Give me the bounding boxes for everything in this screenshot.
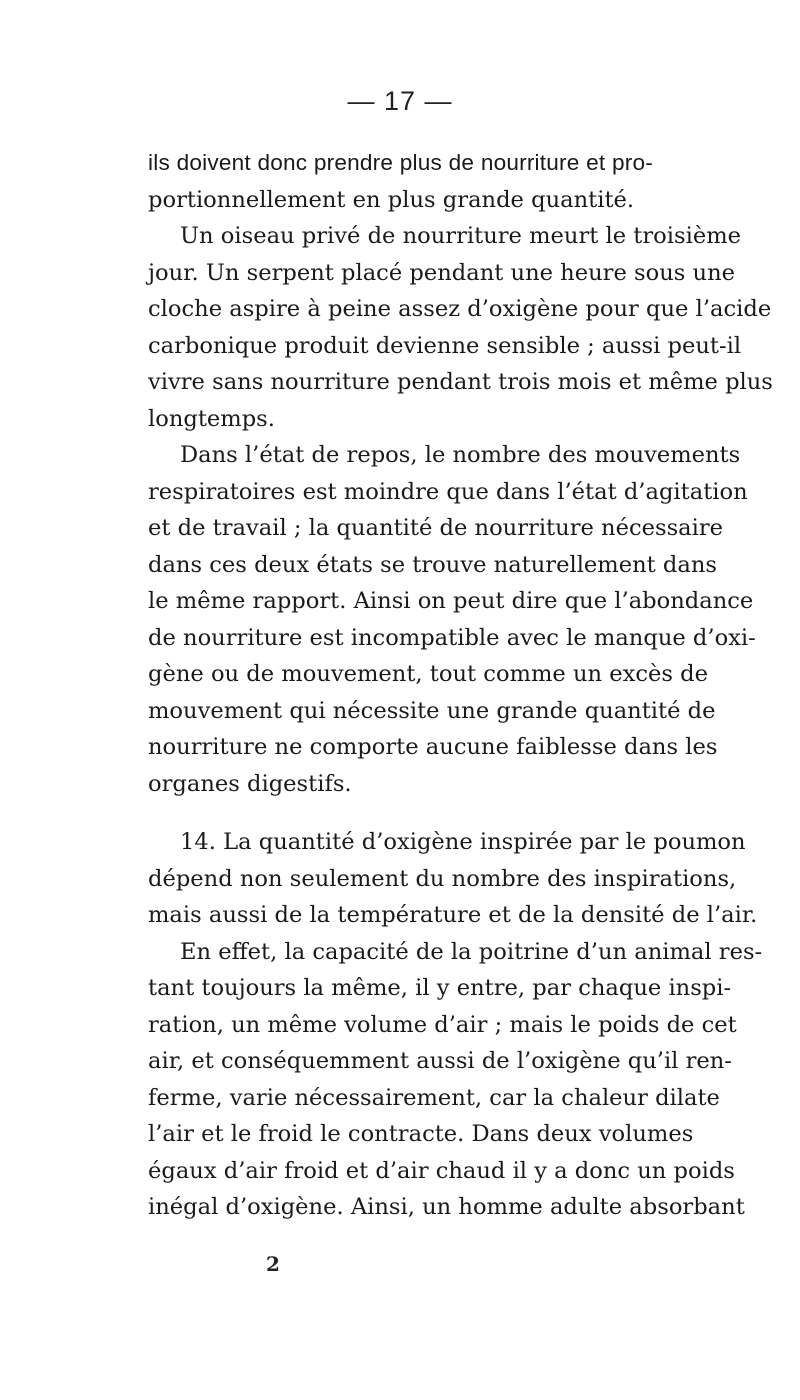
body-text: [148, 145, 773, 1226]
text-line: tant toujours la même, il y entre, par chaque inspi-: [148, 975, 732, 1001]
paragraph-5: [148, 934, 763, 1226]
text-line: portionnellement en plus grande quantité.: [148, 186, 635, 213]
text-line: Dans l’état de repos, le nombre des mouvements: [180, 442, 741, 468]
signature-mark: 2: [266, 1252, 280, 1276]
text-line: ferme, varie nécessairement, car la chaleur dilate: [148, 1084, 720, 1111]
text-line: ils doivent donc prendre plus de nourriture et pro-: [148, 150, 653, 175]
page-number-header: — 17 —: [347, 86, 453, 116]
text-line: 14. La quantité d’oxigène inspirée par le poumon: [180, 829, 746, 855]
paragraph-3: [148, 437, 756, 802]
text-line: carbonique produit devienne sensible ; aussi peut-il: [148, 332, 742, 359]
text-line: vivre sans nourriture pendant trois mois et même plus: [148, 369, 773, 395]
text-line: longtemps.: [148, 405, 275, 432]
text-line: air, et conséquemment aussi de l’oxigène qu’il ren-: [148, 1048, 732, 1074]
text-line: mouvement qui nécessite une grande quantité de: [148, 697, 716, 724]
text-line: de nourriture est incompatible avec le manque d’oxi-: [148, 624, 756, 651]
text-line: dépend non seulement du nombre des inspirations,: [148, 865, 737, 892]
text-line: nourriture ne comporte aucune faiblesse dans les: [148, 734, 718, 760]
text-line: ration, un même volume d’air ; mais le poids de cet: [148, 1011, 737, 1038]
text-line: et de travail ; la quantité de nourriture nécessaire: [148, 515, 724, 541]
paragraph-4: [148, 824, 758, 934]
text-line: organes digestifs.: [148, 770, 352, 797]
text-line: jour. Un serpent placé pendant une heure sous une: [148, 259, 736, 286]
section-spacer: [148, 802, 653, 824]
text-line: gène ou de mouvement, tout comme un excès de: [148, 661, 708, 687]
text-line: cloche aspire à peine assez d’oxigène pour que l’acide: [148, 296, 772, 322]
paragraph-2: [148, 218, 773, 437]
text-line: mais aussi de la température et de la densité de l’air.: [148, 902, 758, 928]
text-line: En effet, la capacité de la poitrine d’un animal res-: [180, 938, 763, 965]
text-line: respiratoires est moindre que dans l’état d’agitation: [148, 478, 748, 505]
text-line: égaux d’air froid et d’air chaud il y a donc un poids: [148, 1157, 735, 1184]
text-line: l’air et le froid le contracte. Dans deux volumes: [148, 1121, 694, 1147]
text-line: dans ces deux états se trouve naturellement dans: [148, 551, 717, 578]
text-line: Un oiseau privé de nourriture meurt le troisième: [180, 223, 741, 249]
text-line: le même rapport. Ainsi on peut dire que l’abondance: [148, 588, 754, 614]
paragraph-1: [148, 145, 653, 218]
text-line: inégal d’oxigène. Ainsi, un homme adulte absorbant: [148, 1194, 745, 1220]
